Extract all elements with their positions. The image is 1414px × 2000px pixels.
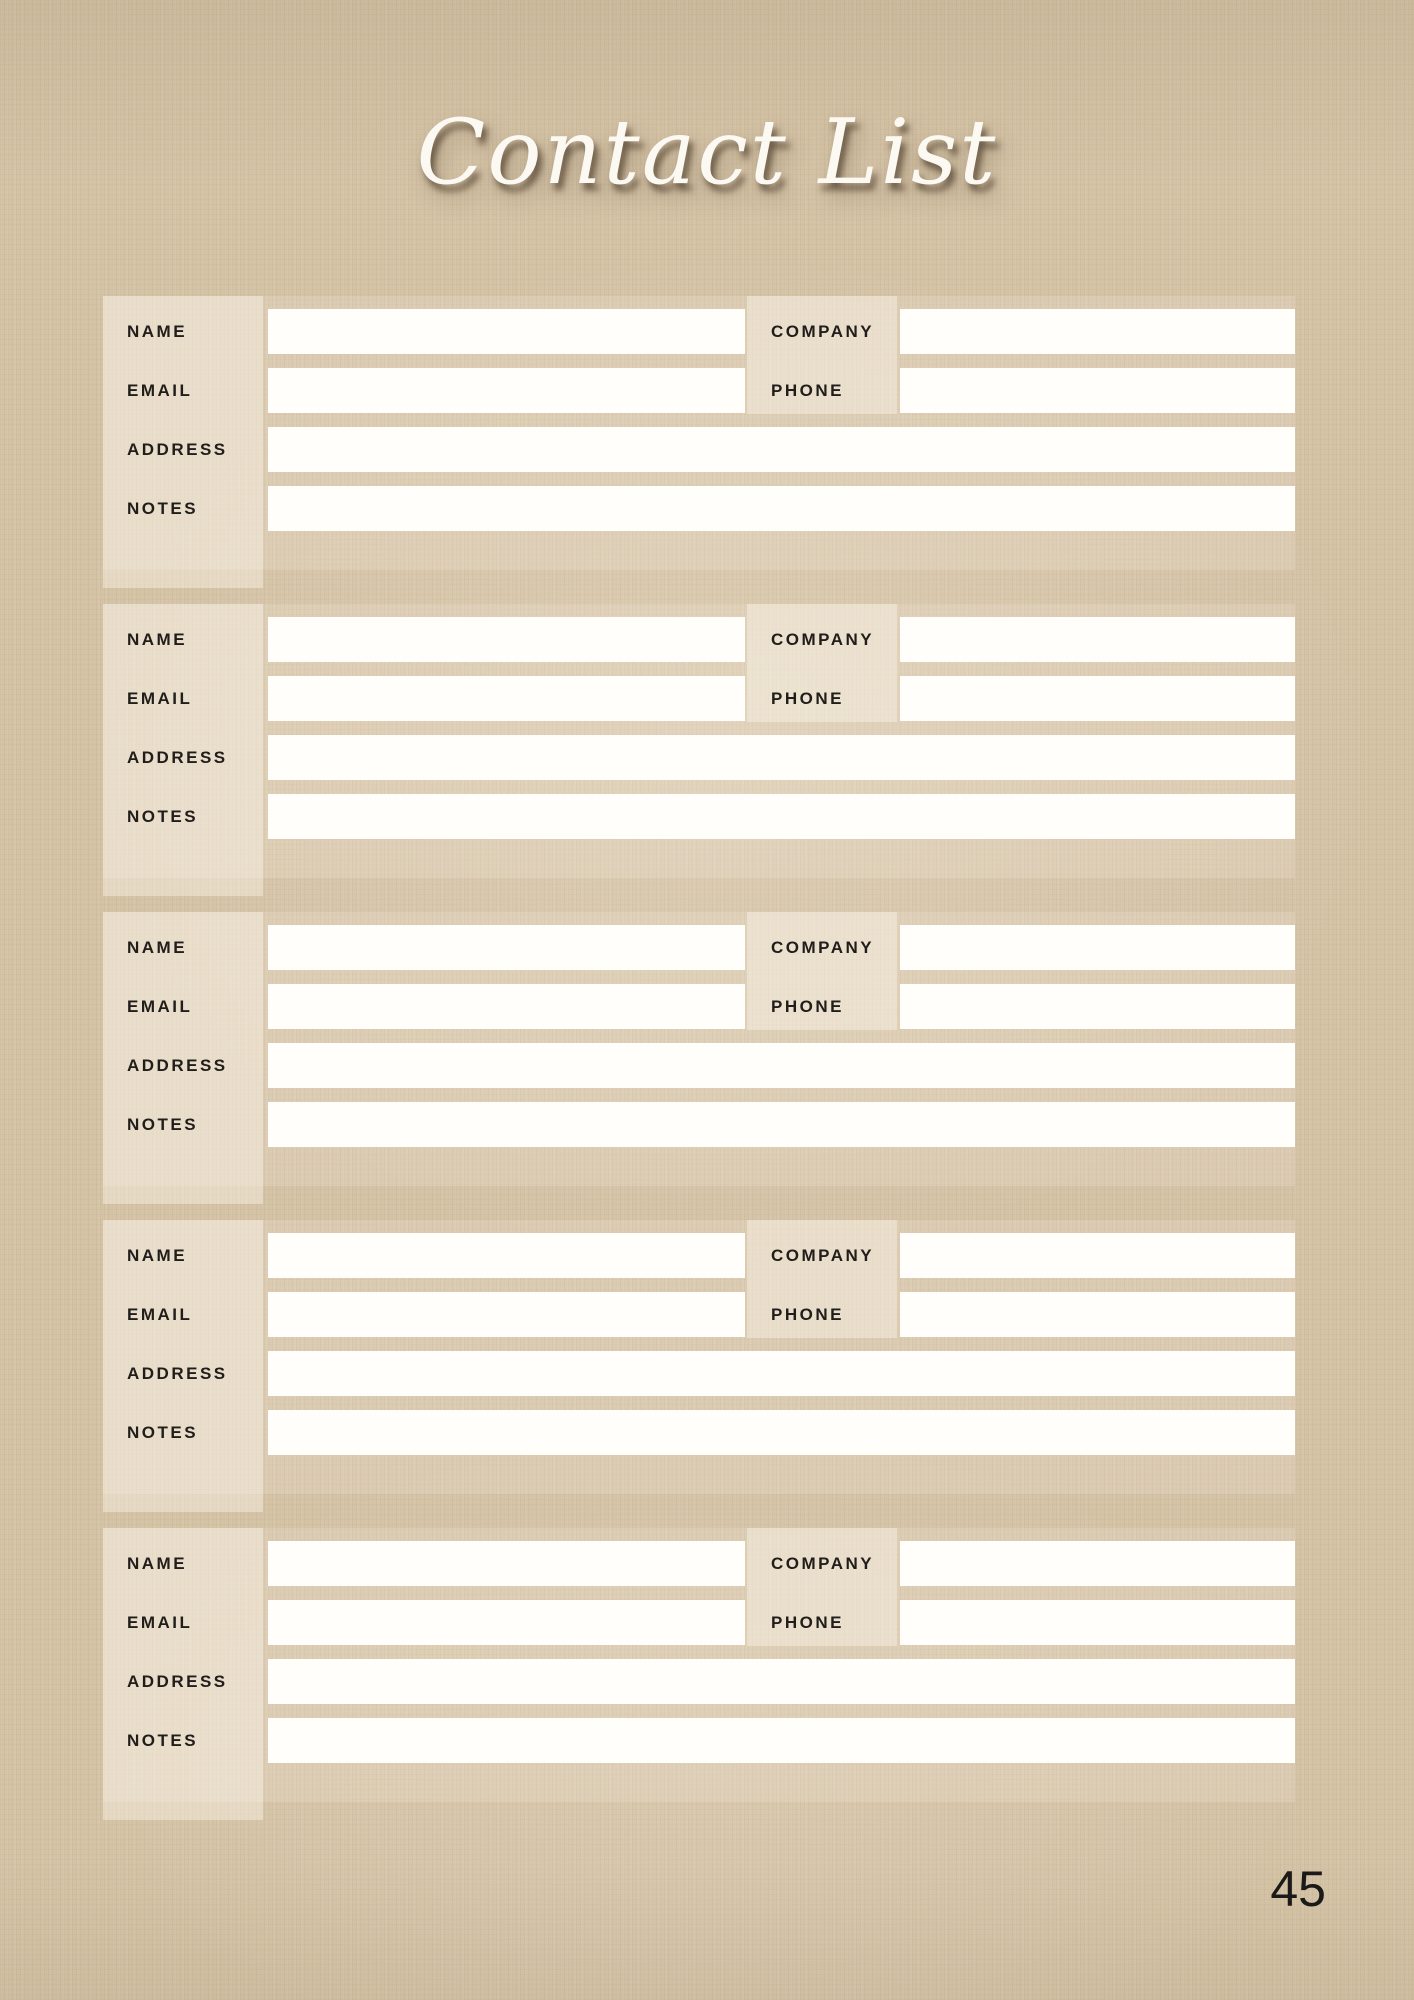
name-label: NAME: [127, 1246, 188, 1265]
notes-input[interactable]: [268, 486, 1295, 531]
address-label: ADDRESS: [127, 1672, 228, 1691]
company-input[interactable]: [900, 617, 1295, 662]
name-label: NAME: [127, 322, 188, 341]
notes-label: NOTES: [127, 499, 199, 518]
email-input[interactable]: [268, 676, 745, 721]
notes-label: NOTES: [127, 1423, 199, 1442]
email-input[interactable]: [268, 984, 745, 1029]
address-input[interactable]: [268, 1351, 1295, 1396]
notes-label: NOTES: [127, 1115, 199, 1134]
company-label: COMPANY: [771, 1246, 875, 1265]
company-input[interactable]: [900, 1541, 1295, 1586]
notes-input[interactable]: [268, 1410, 1295, 1455]
address-label: ADDRESS: [127, 440, 228, 459]
notes-label: NOTES: [127, 807, 199, 826]
address-label: ADDRESS: [127, 748, 228, 767]
email-input[interactable]: [268, 1292, 745, 1337]
company-label: COMPANY: [771, 938, 875, 957]
page-title: Contact List: [416, 100, 998, 205]
email-label: EMAIL: [127, 381, 193, 400]
company-label: COMPANY: [771, 322, 875, 341]
name-label: NAME: [127, 1554, 188, 1573]
address-input[interactable]: [268, 1659, 1295, 1704]
address-label: ADDRESS: [127, 1364, 228, 1383]
address-input[interactable]: [268, 735, 1295, 780]
contact-block: [103, 1528, 1295, 1820]
notes-label: NOTES: [127, 1731, 199, 1750]
phone-label: PHONE: [771, 381, 844, 400]
email-label: EMAIL: [127, 1305, 193, 1324]
email-input[interactable]: [268, 1600, 745, 1645]
phone-input[interactable]: [900, 676, 1295, 721]
email-input[interactable]: [268, 368, 745, 413]
company-label: COMPANY: [771, 630, 875, 649]
company-label: COMPANY: [771, 1554, 875, 1573]
name-input[interactable]: [268, 309, 745, 354]
name-input[interactable]: [268, 1541, 745, 1586]
notes-input[interactable]: [268, 794, 1295, 839]
address-label: ADDRESS: [127, 1056, 228, 1075]
page-number: 45: [1270, 1861, 1326, 1917]
phone-input[interactable]: [900, 1292, 1295, 1337]
address-input[interactable]: [268, 427, 1295, 472]
phone-label: PHONE: [771, 1613, 844, 1632]
phone-input[interactable]: [900, 368, 1295, 413]
phone-label: PHONE: [771, 689, 844, 708]
company-input[interactable]: [900, 925, 1295, 970]
contact-block: [103, 604, 1295, 896]
company-input[interactable]: [900, 309, 1295, 354]
contact-block: [103, 1220, 1295, 1512]
email-label: EMAIL: [127, 1613, 193, 1632]
phone-label: PHONE: [771, 1305, 844, 1324]
name-input[interactable]: [268, 925, 745, 970]
name-input[interactable]: [268, 1233, 745, 1278]
contact-block: [103, 296, 1295, 588]
contact-block: [103, 912, 1295, 1204]
email-label: EMAIL: [127, 997, 193, 1016]
phone-label: PHONE: [771, 997, 844, 1016]
phone-input[interactable]: [900, 984, 1295, 1029]
notes-input[interactable]: [268, 1102, 1295, 1147]
email-label: EMAIL: [127, 689, 193, 708]
name-label: NAME: [127, 938, 188, 957]
name-input[interactable]: [268, 617, 745, 662]
name-label: NAME: [127, 630, 188, 649]
address-input[interactable]: [268, 1043, 1295, 1088]
company-input[interactable]: [900, 1233, 1295, 1278]
phone-input[interactable]: [900, 1600, 1295, 1645]
notes-input[interactable]: [268, 1718, 1295, 1763]
